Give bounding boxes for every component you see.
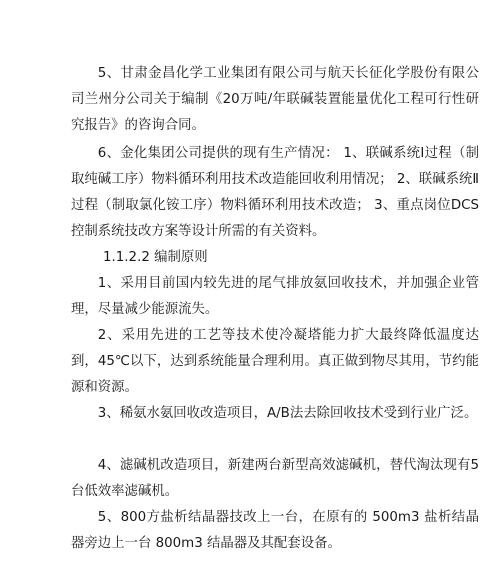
section-heading: 1.1.2.2 编制原则 bbox=[103, 250, 208, 265]
paragraph-principle-5: 5、800方盐析结晶器技改上一台，在原有的 500m3 盐析结晶器旁边上一台 800m3 结晶器及其配套设备。 bbox=[71, 510, 479, 551]
paragraph-principle-1: 1、采用目前国内较先进的尾气排放氨回收技术，并加强企业管理，尽量减少能源流失。 bbox=[71, 276, 479, 317]
paragraph-contract-reference: 5、甘肃金昌化学工业集团有限公司与航天长征化学股份有限公司兰州分公司关于编制《20万吨/年联碱装置能量优化工程可行性研究报告》的咨询合同。 bbox=[71, 66, 479, 133]
paragraph-production-data: 6、金化集团公司提供的现有生产情况： 1、联碱系统Ⅰ过程（制取纯碱工序）物料循环利用技术改造能回收利用情况； 2、联碱系统Ⅱ过程（制取氯化铵工序）物料循环利用技术改造； 3、重点岗位DCS控制系统技改方案等设计所需的有关资料。 bbox=[71, 146, 479, 239]
paragraph-principle-4: 4、滤碱机改造项目，新建两台新型高效滤碱机，替代淘汰现有5台低效率滤碱机。 bbox=[71, 458, 479, 499]
paragraph-principle-2: 2、采用先进的工艺等技术使冷凝塔能力扩大最终降低温度达到，45℃以下，达到系统能量合理利用。真正做到物尽其用，节约能源和资源。 bbox=[71, 328, 479, 395]
paragraph-principle-3: 3、稀氨水氨回收改造项目，A/B法去除回收技术受到行业广泛。 bbox=[97, 406, 478, 421]
